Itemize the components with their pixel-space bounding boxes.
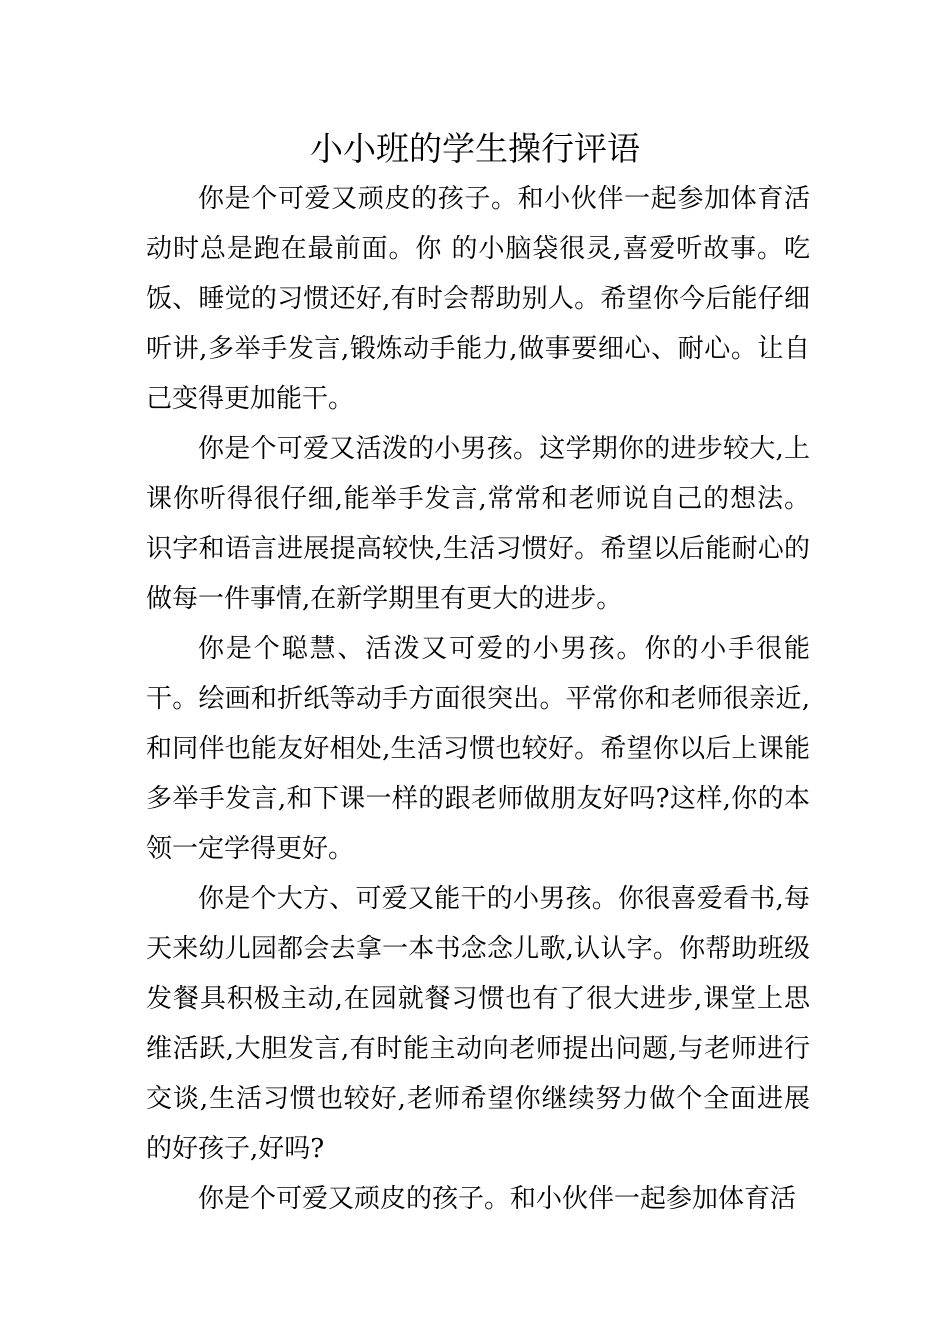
paragraph-5: 你是个可爱又顽皮的孩子。和小伙伴一起参加体育活 [198, 1184, 797, 1214]
document-title: 小小班的学生操行评语 [310, 129, 640, 168]
paragraph-4: 你是个大方、可爱又能干的小男孩。你很喜爱看书,每天来幼儿园都会去拿一本书念念儿歌,认认字。你帮助班级发餐具积极主动,在园就餐习惯也有了很大进步,课堂上思维活跃,大胆发言,有时能主动向老师提出问题,与老师进行交谈,生活习惯也较好,老师希望你继续努力做个全面进展的好孩子,好吗? [146, 884, 810, 1164]
paragraph-1: 你是个可爱又顽皮的孩子。和小伙伴一起参加体育活动时总是跑在最前面。你 的小脑袋很灵,喜爱听故事。吃饭、睡觉的习惯还好,有时会帮助别人。希望你今后能仔细听讲,多举手发言,锻炼动手能力,做事要细心、耐心。让自己变得更加能干。 [146, 184, 810, 414]
paragraph-3: 你是个聪慧、活泼又可爱的小男孩。你的小手很能干。绘画和折纸等动手方面很突出。平常你和老师很亲近,和同伴也能友好相处,生活习惯也较好。希望你以后上课能多举手发言,和下课一样的跟老师做朋友好吗?这样,你的本领一定学得更好。 [146, 634, 810, 864]
paragraph-2: 你是个可爱又活泼的小男孩。这学期你的进步较大,上课你听得很仔细,能举手发言,常常和老师说自己的想法。识字和语言进展提高较快,生活习惯好。希望以后能耐心的做每一件事情,在新学期里有更大的进步。 [146, 434, 810, 614]
document-body [146, 174, 810, 1224]
